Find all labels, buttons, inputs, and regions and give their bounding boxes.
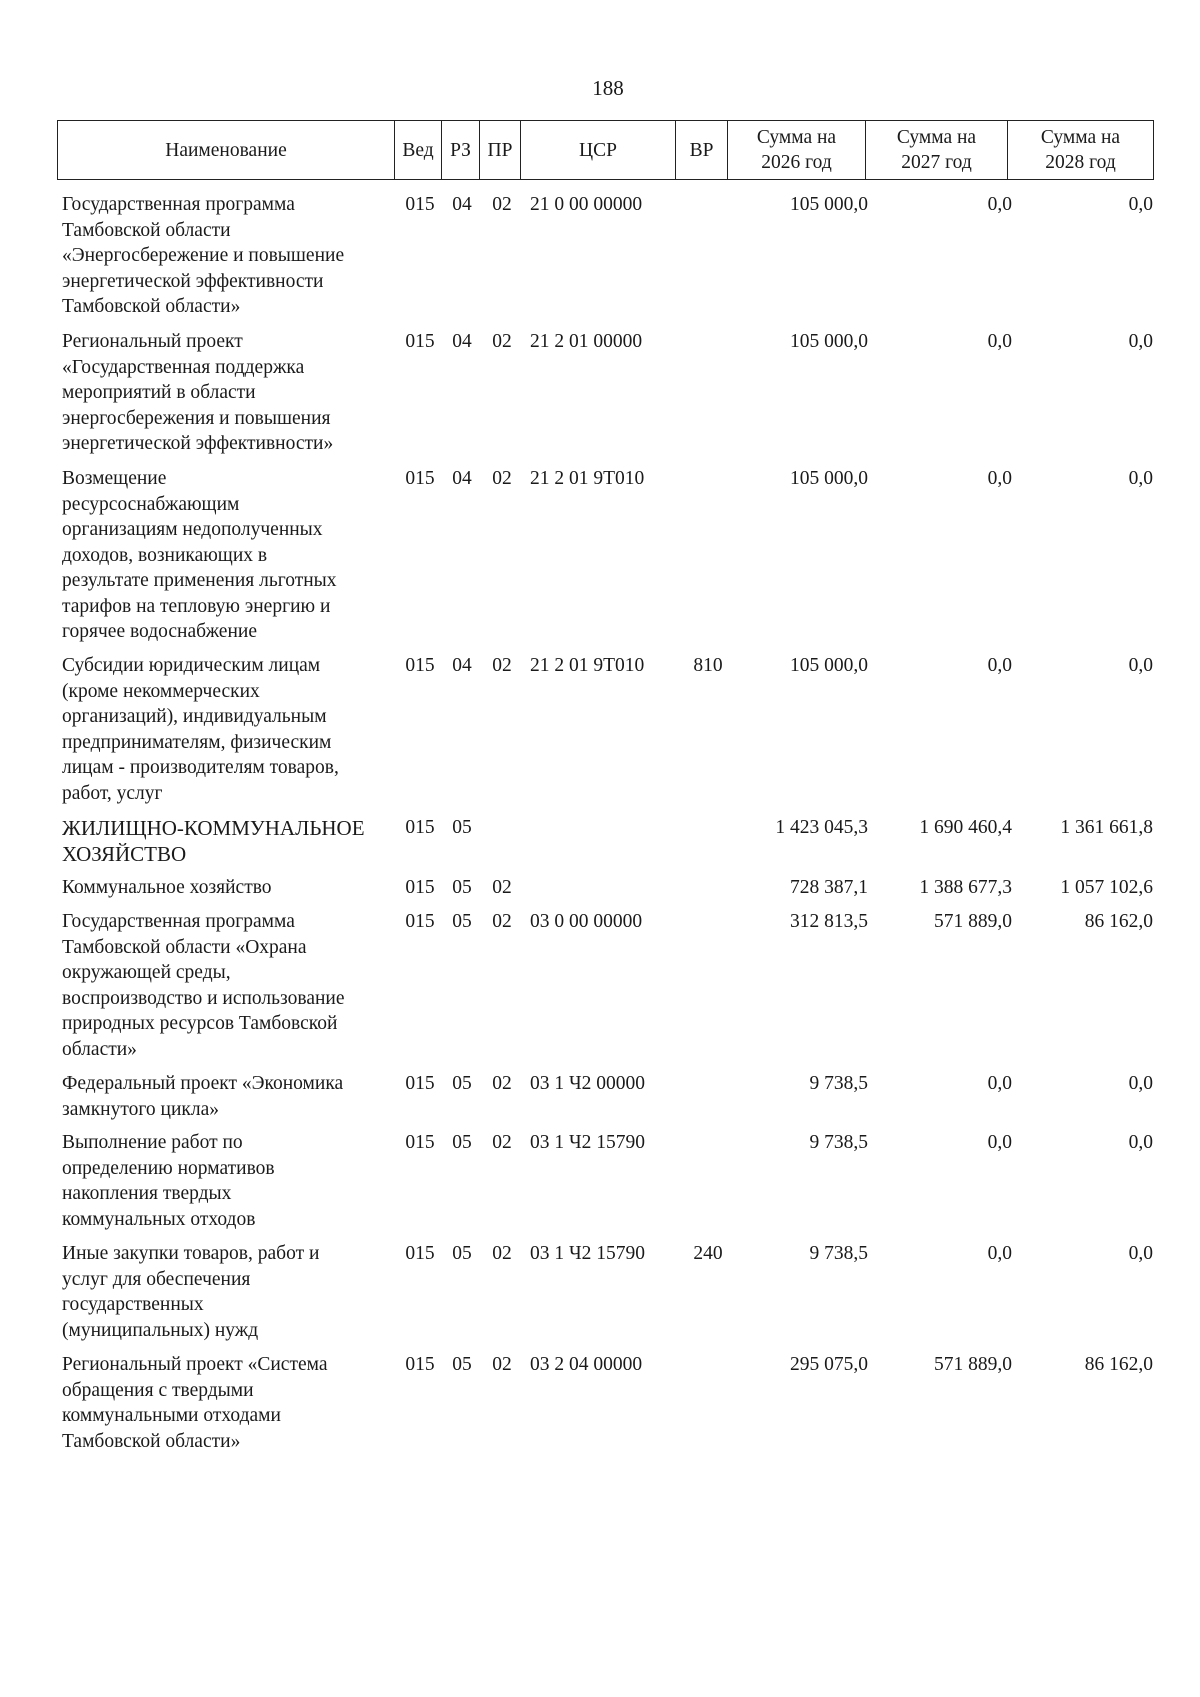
row-csr: 03 1 Ч2 00000 — [530, 1073, 646, 1094]
row-sum-2027: 0,0 — [987, 655, 1012, 676]
row-name: ЖИЛИЩНО-КОММУНАЛЬНОЕ ХОЗЯЙСТВО — [62, 816, 365, 866]
row-rz: 05 — [452, 911, 472, 932]
row-csr: 03 1 Ч2 15790 — [530, 1132, 646, 1153]
row-sum-2027: 0,0 — [987, 1243, 1012, 1264]
row-pr: 02 — [492, 1073, 512, 1094]
row-sum-2026: 9 738,5 — [809, 1243, 868, 1264]
row-sum-2026: 9 738,5 — [809, 1073, 868, 1094]
header-sum-2027: Сумма на 2027 год — [865, 121, 1007, 179]
row-sum-2028: 0,0 — [1128, 1132, 1153, 1153]
row-ved: 015 — [405, 331, 435, 352]
row-pr: 02 — [492, 331, 512, 352]
row-ved: 015 — [405, 1243, 435, 1264]
row-sum-2028: 0,0 — [1128, 1073, 1153, 1094]
row-name: Коммунальное хозяйство — [62, 877, 272, 898]
row-name: Возмещение ресурсоснабжающим организациям недополученных доходов, возникающих в результате применения льготных тарифов на тепловую энергию и горячее водоснабжение — [62, 468, 337, 642]
row-pr: 02 — [492, 1243, 512, 1264]
header-pr: ПР — [479, 121, 520, 179]
row-sum-2027: 0,0 — [987, 1073, 1012, 1094]
row-ved: 015 — [405, 1354, 435, 1375]
row-pr: 02 — [492, 911, 512, 932]
row-csr: 03 2 04 00000 — [530, 1354, 643, 1375]
row-ved: 015 — [405, 1073, 435, 1094]
row-sum-2028: 0,0 — [1128, 194, 1153, 215]
row-pr: 02 — [492, 194, 512, 215]
row-sum-2027: 0,0 — [987, 194, 1012, 215]
row-pr: 02 — [492, 468, 512, 489]
row-sum-2027: 0,0 — [987, 331, 1012, 352]
row-sum-2028: 1 361 661,8 — [1060, 817, 1153, 838]
row-sum-2027: 1 388 677,3 — [919, 877, 1012, 898]
row-csr: 21 2 01 00000 — [530, 331, 643, 352]
row-rz: 04 — [452, 331, 472, 352]
row-sum-2026: 9 738,5 — [809, 1132, 868, 1153]
row-name: Субсидии юридическим лицам (кроме некоммерческих организаций), индивидуальным предпринимателям, физическим лицам - производителям товаров, работ, услуг — [62, 655, 339, 804]
row-sum-2026: 1 423 045,3 — [775, 817, 868, 838]
row-rz: 05 — [452, 817, 472, 838]
row-name: Региональный проект «Система обращения с твердыми коммунальными отходами Тамбовской области» — [62, 1354, 328, 1452]
row-pr: 02 — [492, 1354, 512, 1375]
row-sum-2026: 728 387,1 — [790, 877, 868, 898]
row-pr: 02 — [492, 655, 512, 676]
row-rz: 05 — [452, 1132, 472, 1153]
header-ved: Вед — [394, 121, 441, 179]
row-name: Государственная программа Тамбовской области «Энергосбережение и повышение энергетической эффективности Тамбовской области» — [62, 194, 345, 317]
row-ved: 015 — [405, 817, 435, 838]
row-sum-2028: 86 162,0 — [1084, 911, 1153, 932]
row-csr: 21 2 01 9Т010 — [530, 468, 645, 489]
row-sum-2028: 0,0 — [1128, 331, 1153, 352]
row-sum-2028: 1 057 102,6 — [1060, 877, 1153, 898]
row-sum-2027: 571 889,0 — [934, 911, 1012, 932]
row-name: Государственная программа Тамбовской области «Охрана окружающей среды, воспроизводство и использование природных ресурсов Тамбовской области» — [62, 911, 345, 1060]
row-sum-2028: 0,0 — [1128, 655, 1153, 676]
row-sum-2026: 105 000,0 — [790, 331, 868, 352]
row-vr: 810 — [693, 655, 723, 676]
row-sum-2026: 312 813,5 — [790, 911, 868, 932]
row-ved: 015 — [405, 1132, 435, 1153]
row-csr: 03 1 Ч2 15790 — [530, 1243, 646, 1264]
row-sum-2026: 105 000,0 — [790, 468, 868, 489]
row-sum-2027: 1 690 460,4 — [919, 817, 1012, 838]
row-ved: 015 — [405, 194, 435, 215]
page-number: 188 — [592, 76, 624, 100]
row-ved: 015 — [405, 911, 435, 932]
row-name: Федеральный проект «Экономика замкнутого цикла» — [62, 1073, 344, 1120]
row-csr: 21 0 00 00000 — [530, 194, 643, 215]
row-name: Выполнение работ по определению нормативов накопления твердых коммунальных отходов — [62, 1132, 275, 1230]
row-sum-2028: 0,0 — [1128, 468, 1153, 489]
row-rz: 04 — [452, 655, 472, 676]
header-vr: ВР — [675, 121, 727, 179]
row-sum-2027: 0,0 — [987, 1132, 1012, 1153]
row-ved: 015 — [405, 468, 435, 489]
header-csr: ЦСР — [520, 121, 675, 179]
row-rz: 05 — [452, 1243, 472, 1264]
row-csr: 03 0 00 00000 — [530, 911, 643, 932]
row-sum-2026: 105 000,0 — [790, 655, 868, 676]
table-header — [57, 120, 1154, 180]
row-sum-2028: 86 162,0 — [1084, 1354, 1153, 1375]
row-name: Региональный проект «Государственная поддержка мероприятий в области энергосбережения и повышения энергетической эффективности» — [62, 331, 334, 454]
row-pr: 02 — [492, 1132, 512, 1153]
row-ved: 015 — [405, 655, 435, 676]
row-sum-2027: 0,0 — [987, 468, 1012, 489]
header-sum-2028: Сумма на 2028 год — [1007, 121, 1153, 179]
header-rz: РЗ — [441, 121, 479, 179]
row-ved: 015 — [405, 877, 435, 898]
header-name: Наименование — [165, 139, 287, 161]
row-name: Иные закупки товаров, работ и услуг для обеспечения государственных (муниципальных) нужд — [62, 1243, 320, 1341]
row-csr: 21 2 01 9Т010 — [530, 655, 645, 676]
row-rz: 05 — [452, 1073, 472, 1094]
row-sum-2028: 0,0 — [1128, 1243, 1153, 1264]
row-vr: 240 — [693, 1243, 723, 1264]
row-rz: 05 — [452, 1354, 472, 1375]
row-sum-2026: 105 000,0 — [790, 194, 868, 215]
row-rz: 05 — [452, 877, 472, 898]
row-sum-2026: 295 075,0 — [790, 1354, 868, 1375]
header-sum-2026: Сумма на 2026 год — [727, 121, 865, 179]
row-sum-2027: 571 889,0 — [934, 1354, 1012, 1375]
row-rz: 04 — [452, 194, 472, 215]
row-pr: 02 — [492, 877, 512, 898]
row-rz: 04 — [452, 468, 472, 489]
